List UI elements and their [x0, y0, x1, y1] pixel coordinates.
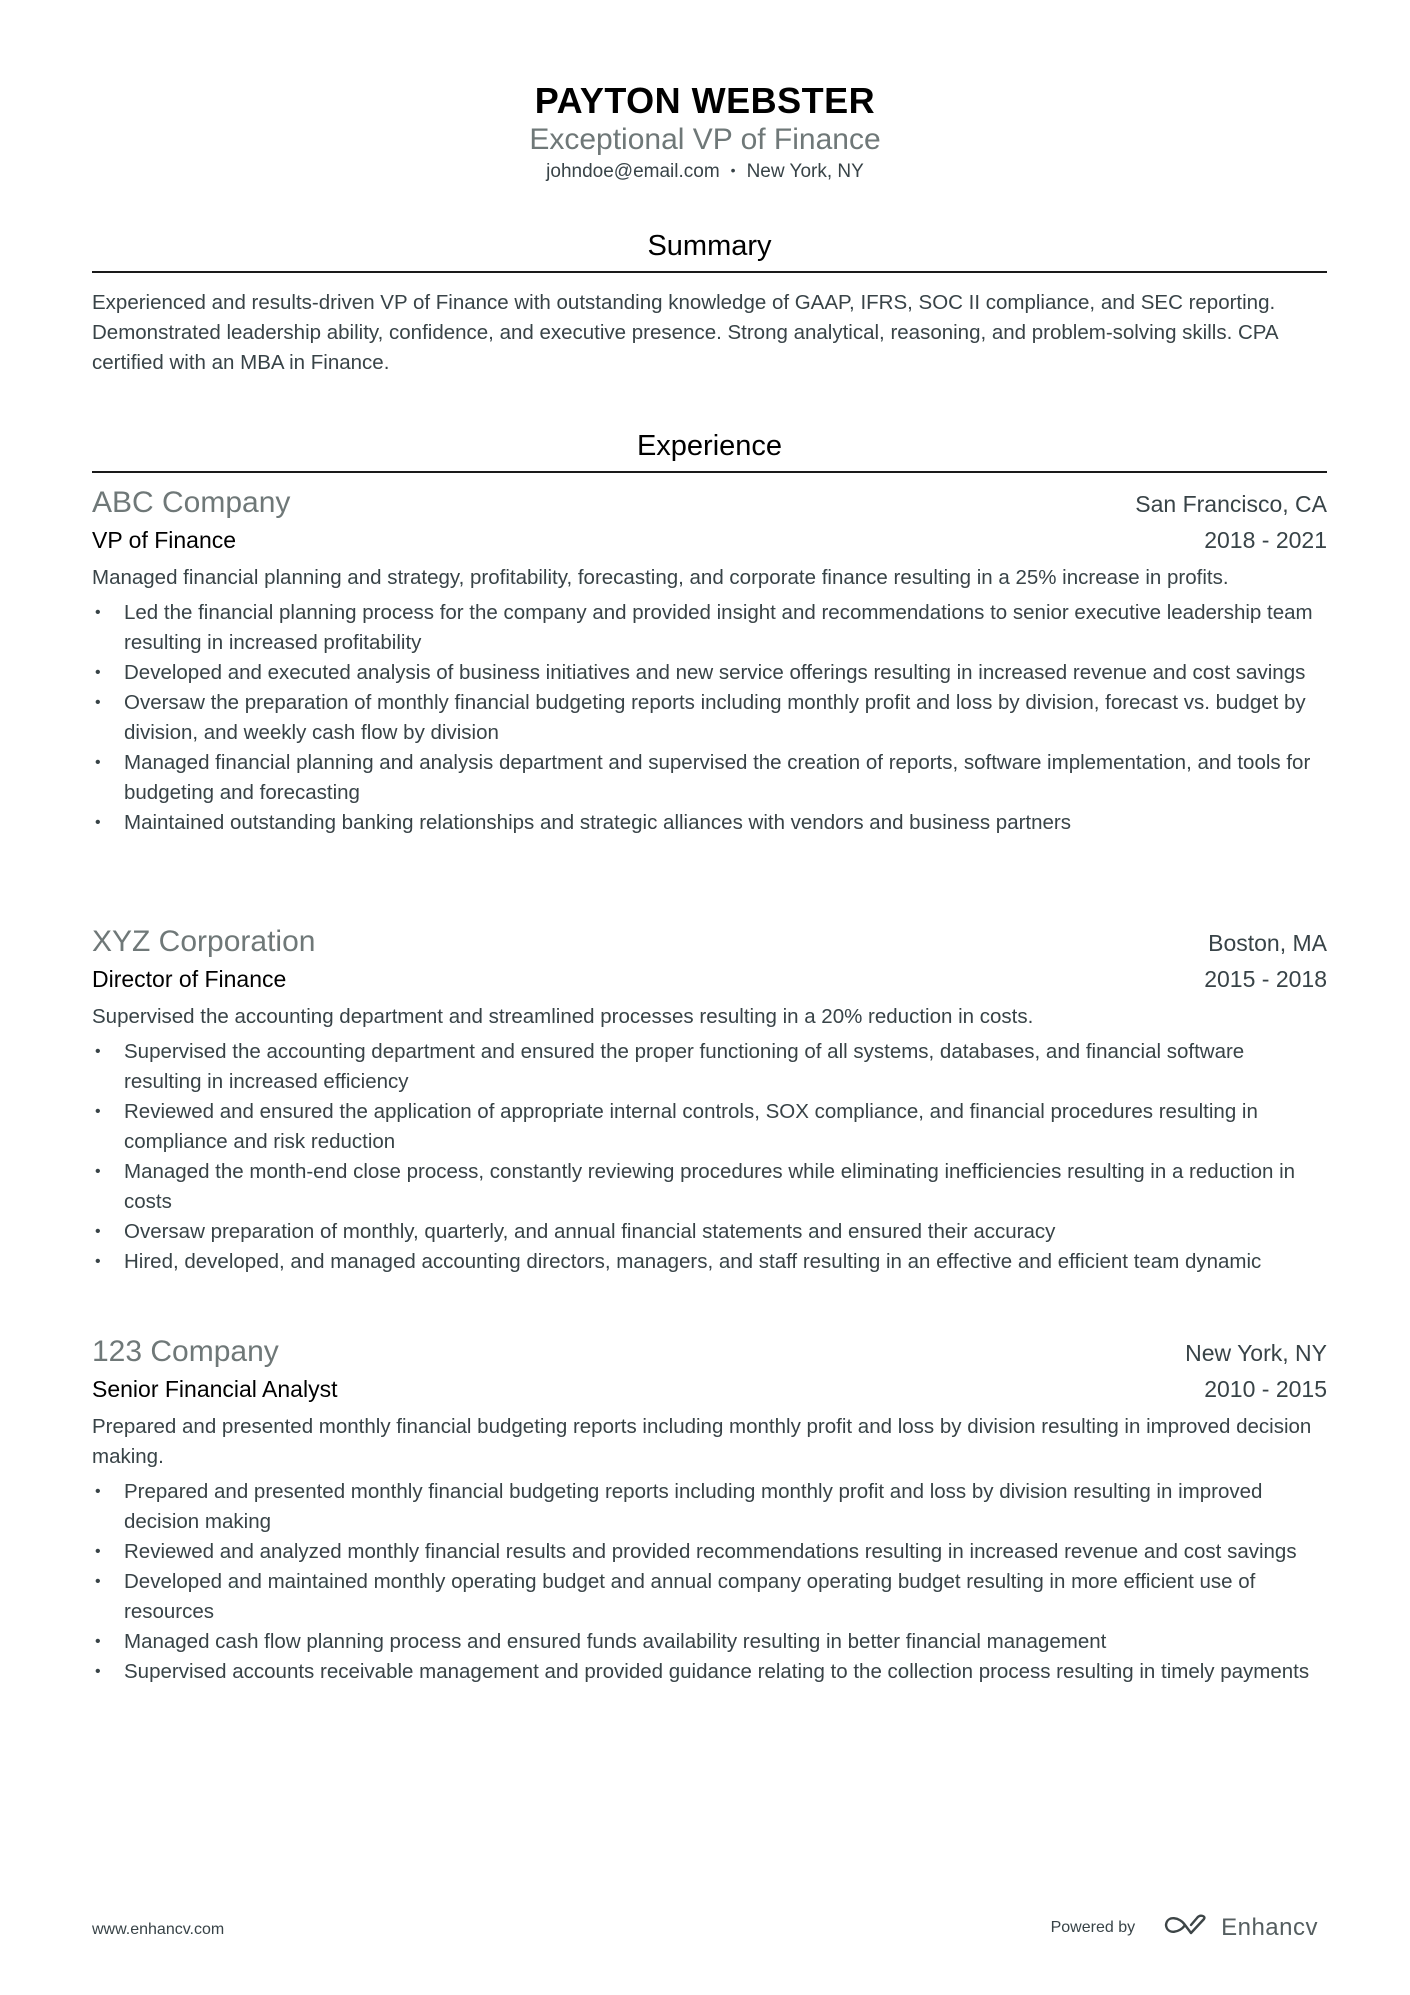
enhancv-brand-text: Enhancv — [1221, 1913, 1318, 1941]
bullet-item: • Hired, developed, and managed accounting directors, managers, and staff resulting in an effective and efficient team dynamic — [92, 1247, 1327, 1277]
bullet-item: • Developed and executed analysis of business initiatives and new service offerings resulting in increased revenue and cost savings — [92, 658, 1327, 688]
job-description: Managed financial planning and strategy, profitability, forecasting, and corporate finance resulting in a 25% increase in profits. — [92, 566, 1229, 589]
job-location: New York, NY — [1185, 1340, 1327, 1366]
separator-dot: • — [730, 162, 736, 178]
job-description: Supervised the accounting department and streamlined processes resulting in a 20% reduction in costs. — [92, 1005, 1034, 1028]
job-bullets — [92, 1477, 1327, 1687]
footer-website-link[interactable]: www.enhancv.com — [92, 1921, 225, 1938]
job-location: San Francisco, CA — [1135, 491, 1327, 517]
job-role: Director of Finance — [92, 966, 287, 992]
job-description: Prepared and presented monthly financial budgeting reports including monthly profit and loss by division resulting in improved decision making. — [92, 1415, 1312, 1468]
company-name: XYZ Corporation — [92, 925, 316, 958]
contact-line — [0, 160, 1410, 184]
bullet-item: • Led the financial planning process for the company and provided insight and recommendations to senior executive leadership team resulting in increased profitability — [92, 598, 1327, 658]
company-name: ABC Company — [92, 486, 291, 519]
bullet-item: • Managed the month-end close process, constantly reviewing procedures while eliminating inefficiencies resulting in a reduction in costs — [92, 1157, 1327, 1217]
candidate-name: PAYTON WEBSTER — [534, 80, 876, 121]
bullet-icon: • — [95, 1483, 101, 1500]
summary-heading: Summary — [647, 230, 772, 262]
bullet-item: • Oversaw preparation of monthly, quarterly, and annual financial statements and ensured their accuracy — [92, 1217, 1327, 1247]
bullet-icon: • — [95, 814, 101, 831]
bullet-icon: • — [95, 1103, 101, 1120]
company-name: 123 Company — [92, 1335, 279, 1368]
bullet-item: • Managed cash flow planning process and ensured funds availability resulting in better financial management — [92, 1627, 1327, 1657]
bullet-icon: • — [95, 754, 101, 771]
candidate-title: Exceptional VP of Finance — [529, 123, 881, 156]
bullet-icon: • — [95, 1043, 101, 1060]
bullet-item: • Oversaw the preparation of monthly financial budgeting reports including monthly profit and loss by division, forecast vs. budget by division, and weekly cash flow by division — [92, 688, 1327, 748]
bullet-icon: • — [95, 1253, 101, 1270]
enhancv-logo[interactable] — [1163, 1912, 1318, 1943]
bullet-icon: • — [95, 664, 101, 681]
job-entry — [92, 923, 1327, 1277]
bullet-icon: • — [95, 1633, 101, 1650]
summary-divider — [92, 271, 1327, 273]
bullet-item: • Supervised the accounting department and ensured the proper functioning of all systems, databases, and financial software resulting in increased efficiency — [92, 1037, 1327, 1097]
job-role: Senior Financial Analyst — [92, 1376, 338, 1402]
footer-branding — [1051, 1912, 1318, 1943]
bullet-item: • Managed financial planning and analysis department and supervised the creation of reports, software implementation, and tools for budgeting and forecasting — [92, 748, 1327, 808]
job-role: VP of Finance — [92, 527, 237, 553]
bullet-icon: • — [95, 694, 101, 711]
bullet-item: • Developed and maintained monthly operating budget and annual company operating budget resulting in more efficient use of resources — [92, 1567, 1327, 1627]
powered-by-label: Powered by — [1050, 1918, 1136, 1936]
job-location: Boston, MA — [1208, 930, 1327, 956]
experience-divider — [92, 471, 1327, 473]
enhancv-infinity-heart-icon — [1163, 1912, 1209, 1943]
bullet-item: • Supervised accounts receivable management and provided guidance relating to the collection process resulting in timely payments — [92, 1657, 1327, 1687]
bullet-icon: • — [95, 1573, 101, 1590]
job-dates: 2018 - 2021 — [1204, 527, 1327, 553]
bullet-icon: • — [95, 1223, 101, 1240]
bullet-icon: • — [95, 604, 101, 621]
summary-text: Experienced and results-driven VP of Finance with outstanding knowledge of GAAP, IFRS, SOC II compliance, and SEC reporting. Demonstrated leadership ability, confidence, and executive presence. Strong analytical, reasoning, and problem-solving skills. CPA certified with an MBA in Finance. — [92, 291, 1278, 374]
bullet-item: • Reviewed and analyzed monthly financial results and provided recommendations resulting in increased revenue and cost savings — [92, 1537, 1327, 1567]
bullet-item: • Prepared and presented monthly financial budgeting reports including monthly profit and loss by division resulting in improved decision making — [92, 1477, 1327, 1537]
job-entry — [92, 1333, 1327, 1687]
experience-heading: Experience — [636, 430, 783, 462]
location: New York, NY — [746, 161, 864, 182]
bullet-icon: • — [95, 1663, 101, 1680]
bullet-item: • Reviewed and ensured the application of appropriate internal controls, SOX compliance, and financial procedures resulting in compliance and risk reduction — [92, 1097, 1327, 1157]
email[interactable]: johndoe@email.com — [546, 161, 720, 182]
bullet-item: • Maintained outstanding banking relationships and strategic alliances with vendors and business partners — [92, 808, 1327, 838]
bullet-icon: • — [95, 1163, 101, 1180]
job-dates: 2015 - 2018 — [1204, 966, 1327, 992]
job-bullets — [92, 598, 1327, 838]
job-dates: 2010 - 2015 — [1204, 1376, 1327, 1402]
job-entry — [92, 484, 1327, 838]
job-bullets — [92, 1037, 1327, 1277]
bullet-icon: • — [95, 1543, 101, 1560]
